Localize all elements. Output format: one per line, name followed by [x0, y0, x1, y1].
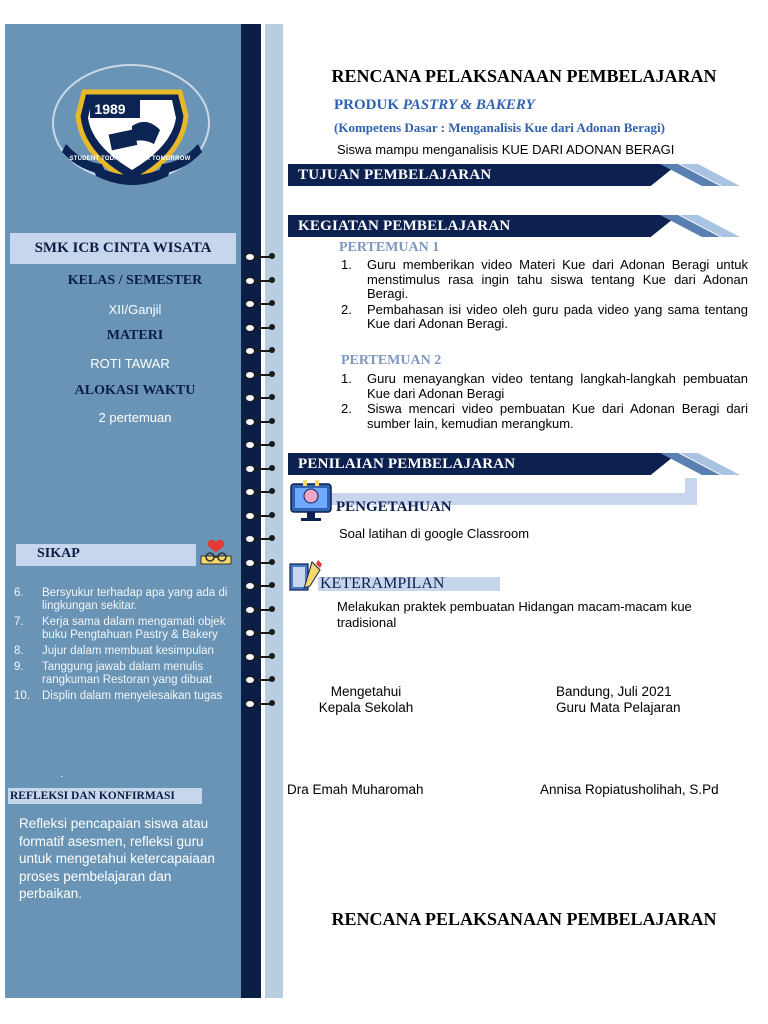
binder-ring: [245, 558, 279, 568]
binder-ring: [245, 652, 279, 662]
penilaian-heading: PENILAIAN PEMBELAJARAN: [298, 456, 516, 472]
list-item: 2. Siswa mencari video pembuatan Kue dari Adonan Beragi dari sumber lain, kemudian merangkum.: [341, 401, 748, 431]
signature-left-name: Dra Emah Muharomah: [287, 782, 424, 797]
footer-title: RENCANA PELAKSANAAN PEMBELAJARAN: [331, 909, 717, 929]
list-item: 2. Pembahasan isi video oleh guru pada video yang sama tentang Kue dari Adonan Beragi.: [341, 301, 748, 331]
binder-ring: [245, 252, 279, 262]
school-name: SMK ICB CINTA WISATA: [10, 233, 236, 264]
signature-right-name: Annisa Ropiatusholihah, S.Pd: [540, 782, 719, 797]
sikap-label: SIKAP: [37, 546, 80, 561]
signature-right-line2: Guru Mata Pelajaran: [556, 700, 681, 715]
pengetahuan-text: Soal latihan di google Classroom: [339, 526, 530, 541]
pertemuan-1-label: PERTEMUAN 1: [339, 240, 440, 255]
sidebar-dot: .: [60, 766, 64, 780]
tujuan-banner: [288, 164, 738, 186]
binder-ring: [245, 393, 279, 403]
binder-ring: [245, 534, 279, 544]
kompetensi-dasar: (Kompetens Dasar : Menganalisis Kue dari Adonan Beragi): [334, 120, 665, 135]
pertemuan-1-list: [341, 258, 748, 332]
binder-ring: [245, 605, 279, 615]
pertemuan-2-list: [341, 372, 748, 431]
refleksi-label: REFLEKSI DAN KONFIRMASI: [8, 788, 202, 804]
logo-year: 1989: [94, 101, 126, 117]
binder-ring: [245, 699, 279, 709]
list-item: 1. Guru memberikan video Materi Kue dari Adonan Beragi untuk menstimulus rasa ingin tahu siswa tentang Kue dari Adonan Beragi.: [341, 257, 748, 301]
binder-ring: [245, 323, 279, 333]
alokasi-value: 2 pertemuan: [98, 410, 172, 425]
binder-ring: [245, 299, 279, 309]
book-pencil-icon: [288, 558, 324, 592]
pengetahuan-bar-end: [685, 478, 697, 505]
binder-ring: [245, 417, 279, 427]
binder-ring: [245, 628, 279, 638]
list-item: 1. Guru menayangkan video tentang langkah-langkah pembuatan Kue dari Adonan Beragi: [341, 371, 748, 401]
sikap-box: [16, 544, 196, 566]
refleksi-text: Refleksi pencapaian siswa atau formatif asesmen, refleksi guru untuk mengetahui ketercapaiaan proses pembelajaran dan perbaikan.: [19, 816, 215, 901]
binder-ring: [245, 675, 279, 685]
reading-heart-icon: [199, 538, 233, 568]
tujuan-heading: TUJUAN PEMBELAJARAN: [298, 167, 492, 183]
kelas-label: KELAS / SEMESTER: [67, 273, 203, 288]
doc-title: RENCANA PELAKSANAAN PEMBELAJARAN: [331, 66, 717, 86]
keterampilan-text: Melakukan praktek pembuatan Hidangan macam-macam kue tradisional: [337, 599, 692, 630]
binder-ring: [245, 370, 279, 380]
tujuan-text: Siswa mampu menganalisis KUE DARI ADONAN BERAGI: [337, 142, 675, 157]
signature-left: [305, 684, 427, 716]
doc-subtitle: PRODUK PASTRY & BAKERY: [334, 97, 535, 113]
pertemuan-2-label: PERTEMUAN 2: [341, 353, 442, 368]
sikap-item: 7. Kerja sama dalam mengamati objek buku Pengtahuan Pastry & Bakery: [14, 616, 226, 641]
penilaian-banner: [288, 453, 738, 475]
keterampilan-label: KETERAMPILAN: [320, 575, 445, 592]
signature-right: [556, 684, 681, 716]
kelas-value: XII/Ganjil: [108, 302, 162, 317]
kegiatan-heading: KEGIATAN PEMBELAJARAN: [298, 218, 511, 234]
binder-ring: [245, 440, 279, 450]
binder-ring: [245, 511, 279, 521]
alokasi-label: ALOKASI WAKTU: [74, 383, 196, 398]
binder-ring: [245, 581, 279, 591]
binder-ring: [245, 464, 279, 474]
signature-left-line2: Kepala Sekolah: [318, 700, 414, 715]
pengetahuan-label: PENGETAHUAN: [336, 499, 452, 515]
binder-ring: [245, 276, 279, 286]
sikap-item: 10. Displin dalam menyelesaikan tugas: [14, 690, 223, 702]
materi-value: ROTI TAWAR: [90, 356, 170, 371]
signature-left-line1: Mengetahui: [330, 684, 402, 699]
sikap-list: [14, 587, 234, 703]
signature-right-line1: Bandung, Juli 2021: [556, 684, 672, 699]
monitor-brain-icon: [289, 478, 333, 524]
sikap-item: 8. Jujur dalam membuat kesimpulan: [14, 645, 214, 657]
binder-ring: [245, 487, 279, 497]
binder-ring: [245, 346, 279, 356]
materi-label: MATERI: [106, 328, 164, 343]
sikap-item: 6. Bersyukur terhadap apa yang ada di lingkungan sekitar.: [14, 587, 228, 612]
kegiatan-banner: [288, 215, 738, 237]
sikap-item: 9. Tanggung jawab dalam menulis rangkuman Restoran yang dibuat: [14, 661, 213, 686]
logo-motto: STUDENT TODAY LEADER TOMORROW: [69, 156, 191, 162]
